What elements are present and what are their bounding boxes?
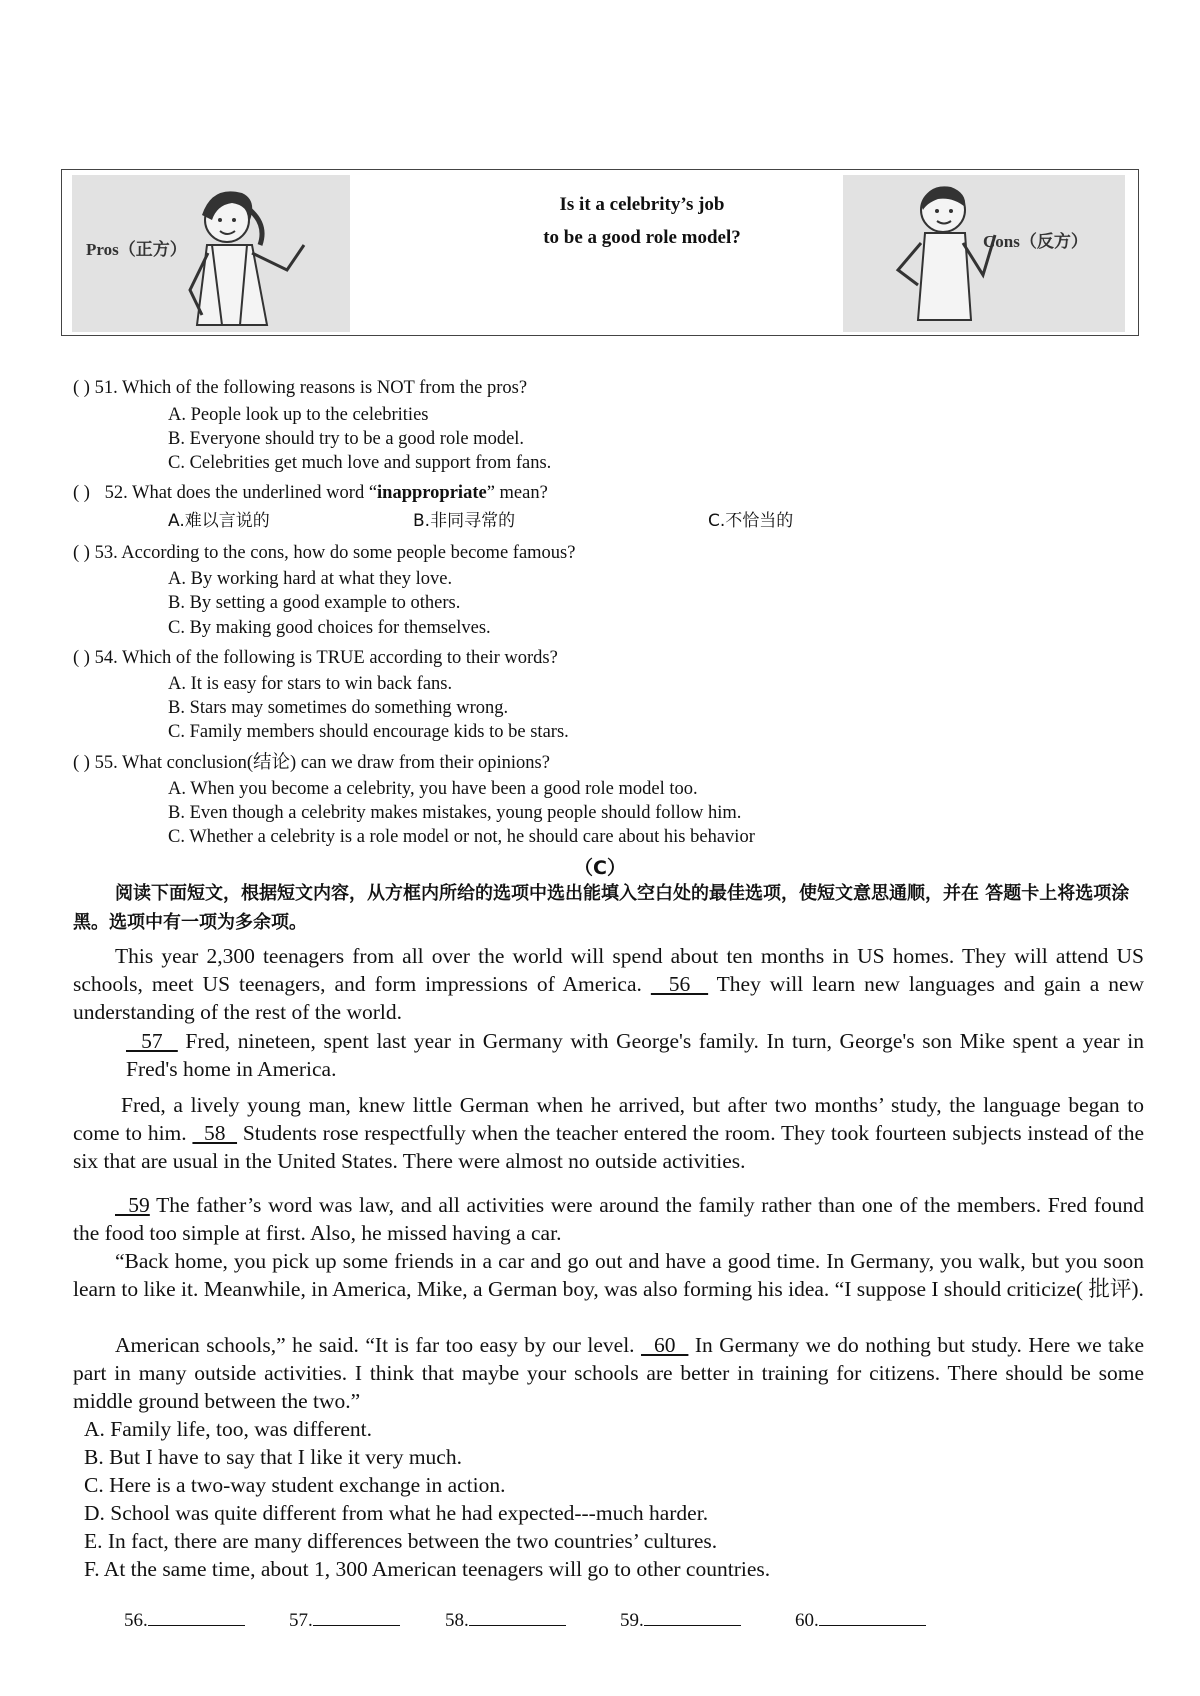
choice-d: D. School was quite different from what he had expected---much harder. [84,1501,709,1525]
option: C.不恰当的 [708,511,794,531]
passage-paragraph-6: American schools,” he said. “It is far too easy by our level. 60 In Germany we do nothing but study. Here we take part in many outside activities. I think that maybe your schools are better in training for citizens. There should be some middle ground between the two.” [73,1333,1144,1413]
answer-paren[interactable]: ( ) [73,648,90,668]
cons-illustration [843,175,1125,332]
answer-57[interactable]: 57. [289,1608,400,1632]
question-stem-post: ” mean? [486,483,548,503]
option: B. Even though a celebrity makes mistakes, young people should follow him. [168,803,742,823]
answer-line[interactable] [469,1608,566,1626]
choice-c: C. Here is a two-way student exchange in action. [84,1473,506,1497]
option: B. By setting a good example to others. [168,593,461,613]
option: B. Stars may sometimes do something wrong. [168,698,509,718]
question-stem: 54. Which of the following is TRUE according to their words? [94,648,558,668]
option: B. Everyone should try to be a good role model. [168,429,525,449]
passage-paragraph-4: 59 The father’s word was law, and all activities were around the family rather than one of the members. Fred found the food too simple at first. Also, he missed having a car. [73,1193,1144,1245]
boy-illustration [843,175,1125,332]
option: C. Family members should encourage kids to be stars. [168,722,569,742]
answer-line[interactable] [819,1608,926,1626]
option: A. People look up to the celebrities [168,405,429,425]
choice-f: F. At the same time, about 1, 300 American teenagers will go to other countries. [84,1557,771,1581]
option: A. When you become a celebrity, you have been a good role model too. [168,779,698,799]
pros-illustration [72,175,350,332]
option: C. Celebrities get much love and support from fans. [168,453,552,473]
option: A.难以言说的 [168,511,270,531]
passage-paragraph-5: “Back home, you pick up some friends in a car and go out and have a good time. In Germany, you walk, but you soon learn to like it. Meanwhile, in America, Mike, a German boy, was also forming his idea. “I suppose I should criticize( 批评). [73,1249,1144,1301]
blank-60[interactable]: 60 [641,1333,689,1357]
question-53 [73,542,575,564]
choice-e: E. In fact, there are many differences between the two countries’ cultures. [84,1529,718,1553]
question-stem-pre: 52. What does the underlined word “ [104,483,378,503]
banner-title-line1: Is it a celebrity’s job [559,194,725,215]
question-stem: 51. Which of the following reasons is NOT from the pros? [94,378,528,398]
blank-58[interactable]: 58 [192,1121,238,1145]
choice-a: A. Family life, too, was different. [84,1417,373,1441]
blank-57[interactable]: 57 [126,1029,178,1053]
option: B.非同寻常的 [413,511,516,531]
answer-56[interactable]: 56. [124,1608,245,1632]
passage-paragraph-3: Fred, a lively young man, knew little German when he arrived, but after two months’ study, the language began to come to him. 58 Students rose respectfully when the teacher entered the room. They took fourteen subjects instead of the six that are usual in the United States. There were almost no outside activities. [73,1093,1144,1173]
cons-label: Cons（反方） [983,232,1088,251]
question-stem: 53. According to the cons, how do some people become famous? [94,543,576,563]
passage-paragraph-2: 57 Fred, nineteen, spent last year in Germany with George's family. In turn, George's son Mike spent a year in Fred's home in America. [126,1029,1145,1081]
passage-paragraph-1: This year 2,300 teenagers from all over the world will spend about ten months in US homes. They will attend US schools, meet US teenagers, and form impressions of America. 56 They will learn new languages and gain a new understanding of the rest of the world. [73,944,1145,1024]
answer-line[interactable] [148,1608,245,1626]
answer-line[interactable] [313,1608,400,1626]
question-stem: 55. What conclusion(结论) can we draw from their opinions? [94,753,550,773]
choice-b: B. But I have to say that I like it very much. [84,1445,462,1469]
question-52 [73,482,548,504]
banner-title [422,188,862,254]
underlined-word: inappropriate [377,483,487,503]
answer-paren[interactable]: ( ) [73,543,90,563]
section-title: （C） [574,857,626,879]
debate-banner [61,169,1139,336]
blank-56[interactable]: 56 [650,972,709,996]
answer-paren[interactable]: ( ) [73,378,90,398]
answer-58[interactable]: 58. [445,1608,566,1632]
answer-59[interactable]: 59. [620,1608,741,1632]
option: A. It is easy for stars to win back fans. [168,674,453,694]
option: A. By working hard at what they love. [168,569,453,589]
blank-59[interactable]: 59 [115,1193,150,1217]
answer-paren[interactable]: ( ) [73,753,90,773]
answer-60[interactable]: 60. [795,1608,926,1632]
answer-paren[interactable]: ( ) [73,483,90,503]
answer-line[interactable] [644,1608,741,1626]
banner-title-line2: to be a good role model? [543,227,741,248]
option: C. By making good choices for themselves. [168,618,491,638]
question-51 [73,377,527,399]
question-54 [73,647,558,669]
question-55 [73,752,550,774]
option: C. Whether a celebrity is a role model or not, he should care about his behavior [168,827,755,847]
pros-label: Pros（正方） [86,240,187,259]
section-instruction: 阅读下面短文，根据短文内容，从方框内所给的选项中选出能填入空白处的最佳选项，使短文意思通顺，并在 答题卡上将选项涂黑。选项中有一项为多余项。 [73,883,1130,933]
